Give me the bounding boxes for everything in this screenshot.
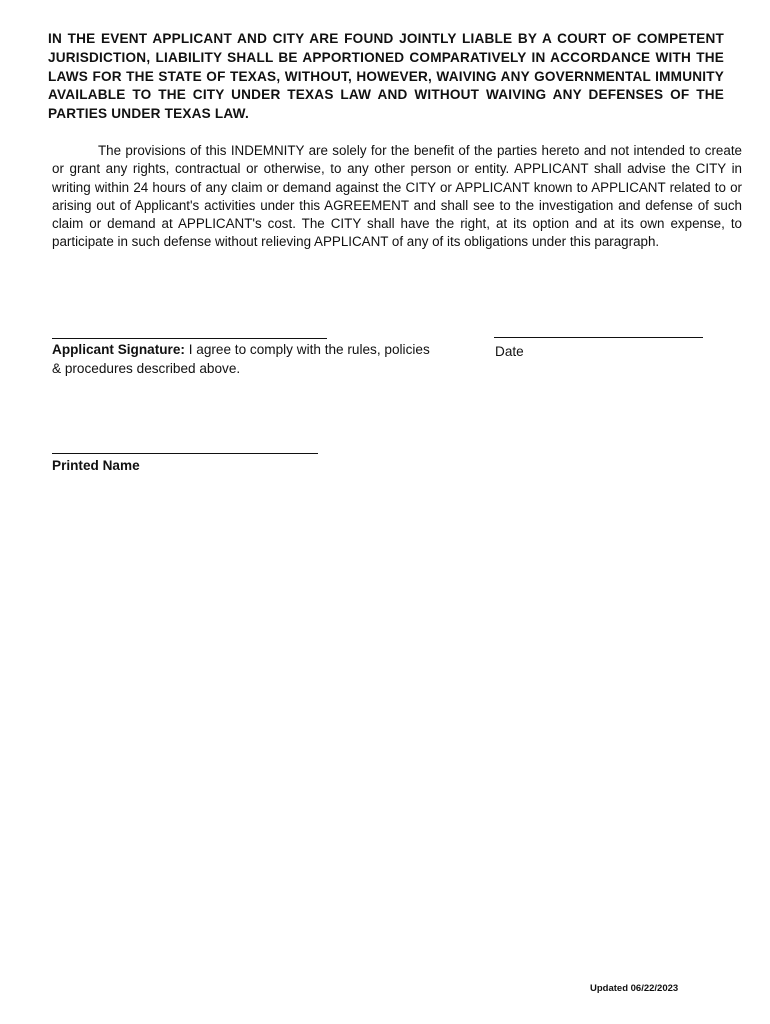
printed-name-line[interactable] [52,453,318,454]
indemnity-paragraph: The provisions of this INDEMNITY are solely for the benefit of the parties hereto and not intended to create or grant any rights, contractual or otherwise, to any other person or entity. APPLICANT shall advise the CITY in writing within 24 hours of any claim or demand against the CITY or APPLICANT known to APPLICANT related to or arising out of Applicant's activities under this AGREEMENT and shall see to the investigation and defense of such claim or demand at APPLICANT's cost. The CITY shall have the right, at its option and at its own expense, to participate in such defense without relieving APPLICANT of any of its obligations under this paragraph. [52,143,742,250]
liability-paragraph: IN THE EVENT APPLICANT AND CITY ARE FOUND JOINTLY LIABLE BY A COURT OF COMPETENT JURISDICTION, LIABILITY SHALL BE APPORTIONED COMPARATIVELY IN ACCORDANCE WITH THE LAWS FOR THE STATE OF TEXAS, WITHOUT, HOWEVER, WAIVING ANY GOVERNMENTAL IMMUNITY AVAILABLE TO THE CITY UNDER TEXAS LAW AND WITHOUT WAIVING ANY DEFENSES OF THE PARTIES UNDER TEXAS LAW. [48,31,724,122]
applicant-signature-line[interactable] [52,338,327,339]
applicant-signature-text: I agree to comply with the rules, policies & procedures described above. [52,342,430,376]
applicant-signature-heading: Applicant Signature: [52,342,185,357]
date-label: Date [495,344,524,359]
date-line[interactable] [494,337,703,338]
applicant-signature-label [52,341,432,378]
printed-name-label: Printed Name [52,458,140,473]
updated-date-footer: Updated 06/22/2023 [590,983,679,994]
